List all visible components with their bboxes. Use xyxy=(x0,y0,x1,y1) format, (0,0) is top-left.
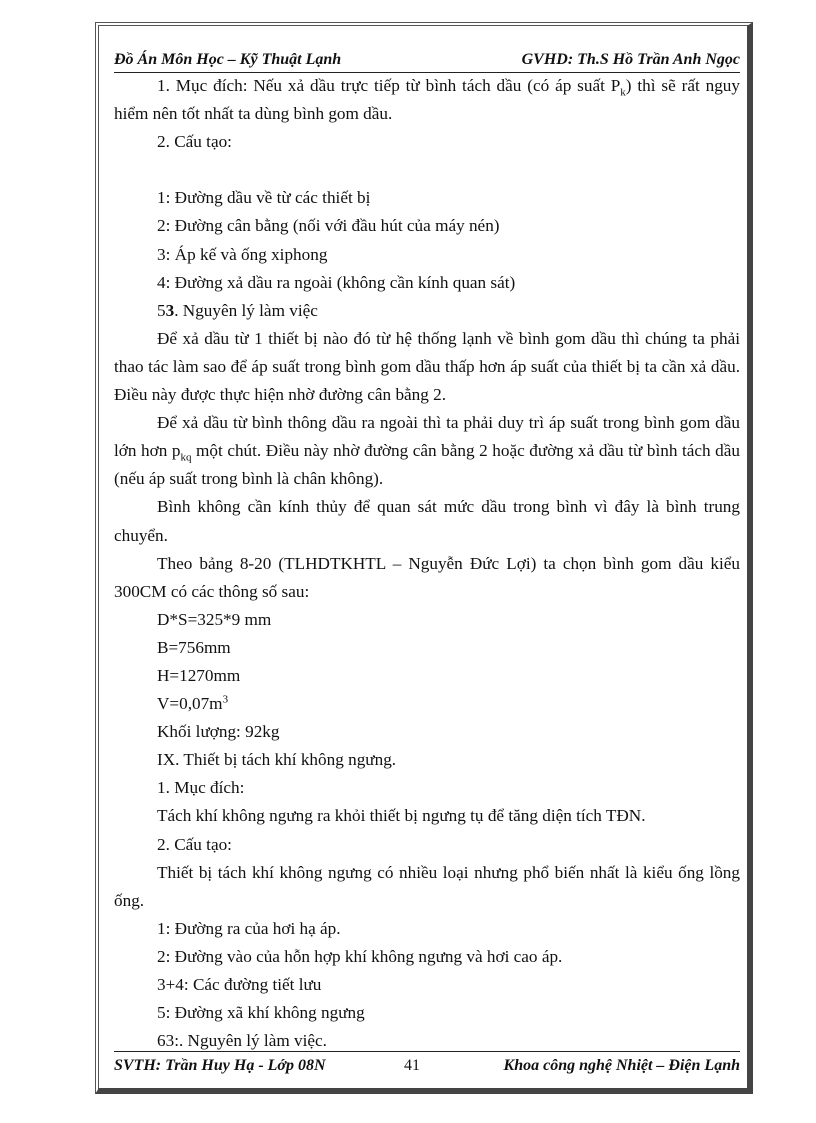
subsection-heading: 2. Cấu tạo: xyxy=(157,834,232,854)
page-content xyxy=(114,72,740,1055)
list-item: 3+4: Các đường tiết lưu xyxy=(157,975,322,994)
purpose-paragraph: 1. Mục đích: Nếu xả dầu trực tiếp từ bình tách dầu (có áp suất $P_k$) thì sẽ rất nguy hiểm nên tốt nhất ta dùng bình gom dầu. xyxy=(114,76,740,124)
list-item: 1: Đường ra của hơi hạ áp. xyxy=(157,918,341,938)
page-number: 41 xyxy=(404,1057,420,1074)
page-header xyxy=(114,48,740,73)
body-paragraph: Bình không cần kính thủy để quan sát mức dầu trong bình vì đây là bình trung chuyển. xyxy=(114,497,740,545)
page-footer xyxy=(114,1051,740,1080)
footer-faculty: Khoa công nghệ Nhiệt – Điện Lạnh xyxy=(503,1057,740,1074)
list-item: 2: Đường vào của hỗn hợp khí không ngưng và hơi cao áp. xyxy=(157,946,563,966)
spec-item: D*S=325*9 mm xyxy=(157,609,272,629)
spec-item: B=756mm xyxy=(157,637,231,657)
list-item: 3: Áp kế và ống xiphong xyxy=(157,244,328,264)
list-item: 1: Đường dầu về từ các thiết bị xyxy=(157,188,371,208)
structure-heading: 2. Cấu tạo: xyxy=(157,132,232,152)
spec-item: Khối lượng: 92kg xyxy=(157,722,280,742)
list-item: 2: Đường cân bằng (nối với đầu hút của máy nén) xyxy=(157,216,500,236)
header-instructor: GVHD: Th.S Hồ Trần Anh Ngọc xyxy=(521,51,740,68)
list-item: 5: Đường xã khí không ngưng xyxy=(157,1003,365,1023)
principle-heading: 53. Nguyên lý làm việc xyxy=(157,300,318,320)
section-heading: IX. Thiết bị tách khí không ngưng. xyxy=(157,750,397,770)
figure-space xyxy=(114,156,740,184)
header-course-title: Đồ Án Môn Học – Kỹ Thuật Lạnh xyxy=(114,51,342,68)
body-paragraph: Thiết bị tách khí không ngưng có nhiều loại nhưng phổ biến nhất là kiểu ống lồng ống. xyxy=(114,862,740,910)
body-paragraph: Để xả dầu từ 1 thiết bị nào đó từ hệ thống lạnh về bình gom dầu thì chúng ta phải thao tác làm sao để áp suất trong bình gom dầu thấp hơn áp suất của thiết bị ta cần xả dầu. Điều này được thực hiện nhờ đường cân bằng 2. xyxy=(114,328,740,405)
list-item: 63:. Nguyên lý làm việc. xyxy=(157,1031,327,1051)
spec-item: $V=0,07m^3$ xyxy=(157,693,229,714)
list-item: 4: Đường xả dầu ra ngoài (không cần kính quan sát) xyxy=(157,272,516,292)
body-paragraph: Tách khí không ngưng ra khỏi thiết bị ngưng tụ để tăng diện tích TĐN. xyxy=(157,806,646,826)
footer-student: SVTH: Trần Huy Hạ - Lớp 08N xyxy=(114,1057,326,1074)
body-paragraph: Để xả dầu từ bình thông dầu ra ngoài thì ta phải duy trì áp suất trong bình gom dầu lớn hơn $p_{kq}$ một chút. Điều này nhờ đường cân bằng 2 hoặc đường xả dầu từ bình tách dầu (nếu áp suất trong bình là chân không). xyxy=(114,413,741,489)
spec-item: H=1270mm xyxy=(157,665,241,685)
body-paragraph: Theo bảng 8-20 (TLHDTKHTL – Nguyễn Đức Lợi) ta chọn bình gom dầu kiểu 300CM có các thông số sau: xyxy=(114,553,740,601)
subsection-heading: 1. Mục đích: xyxy=(157,778,245,798)
